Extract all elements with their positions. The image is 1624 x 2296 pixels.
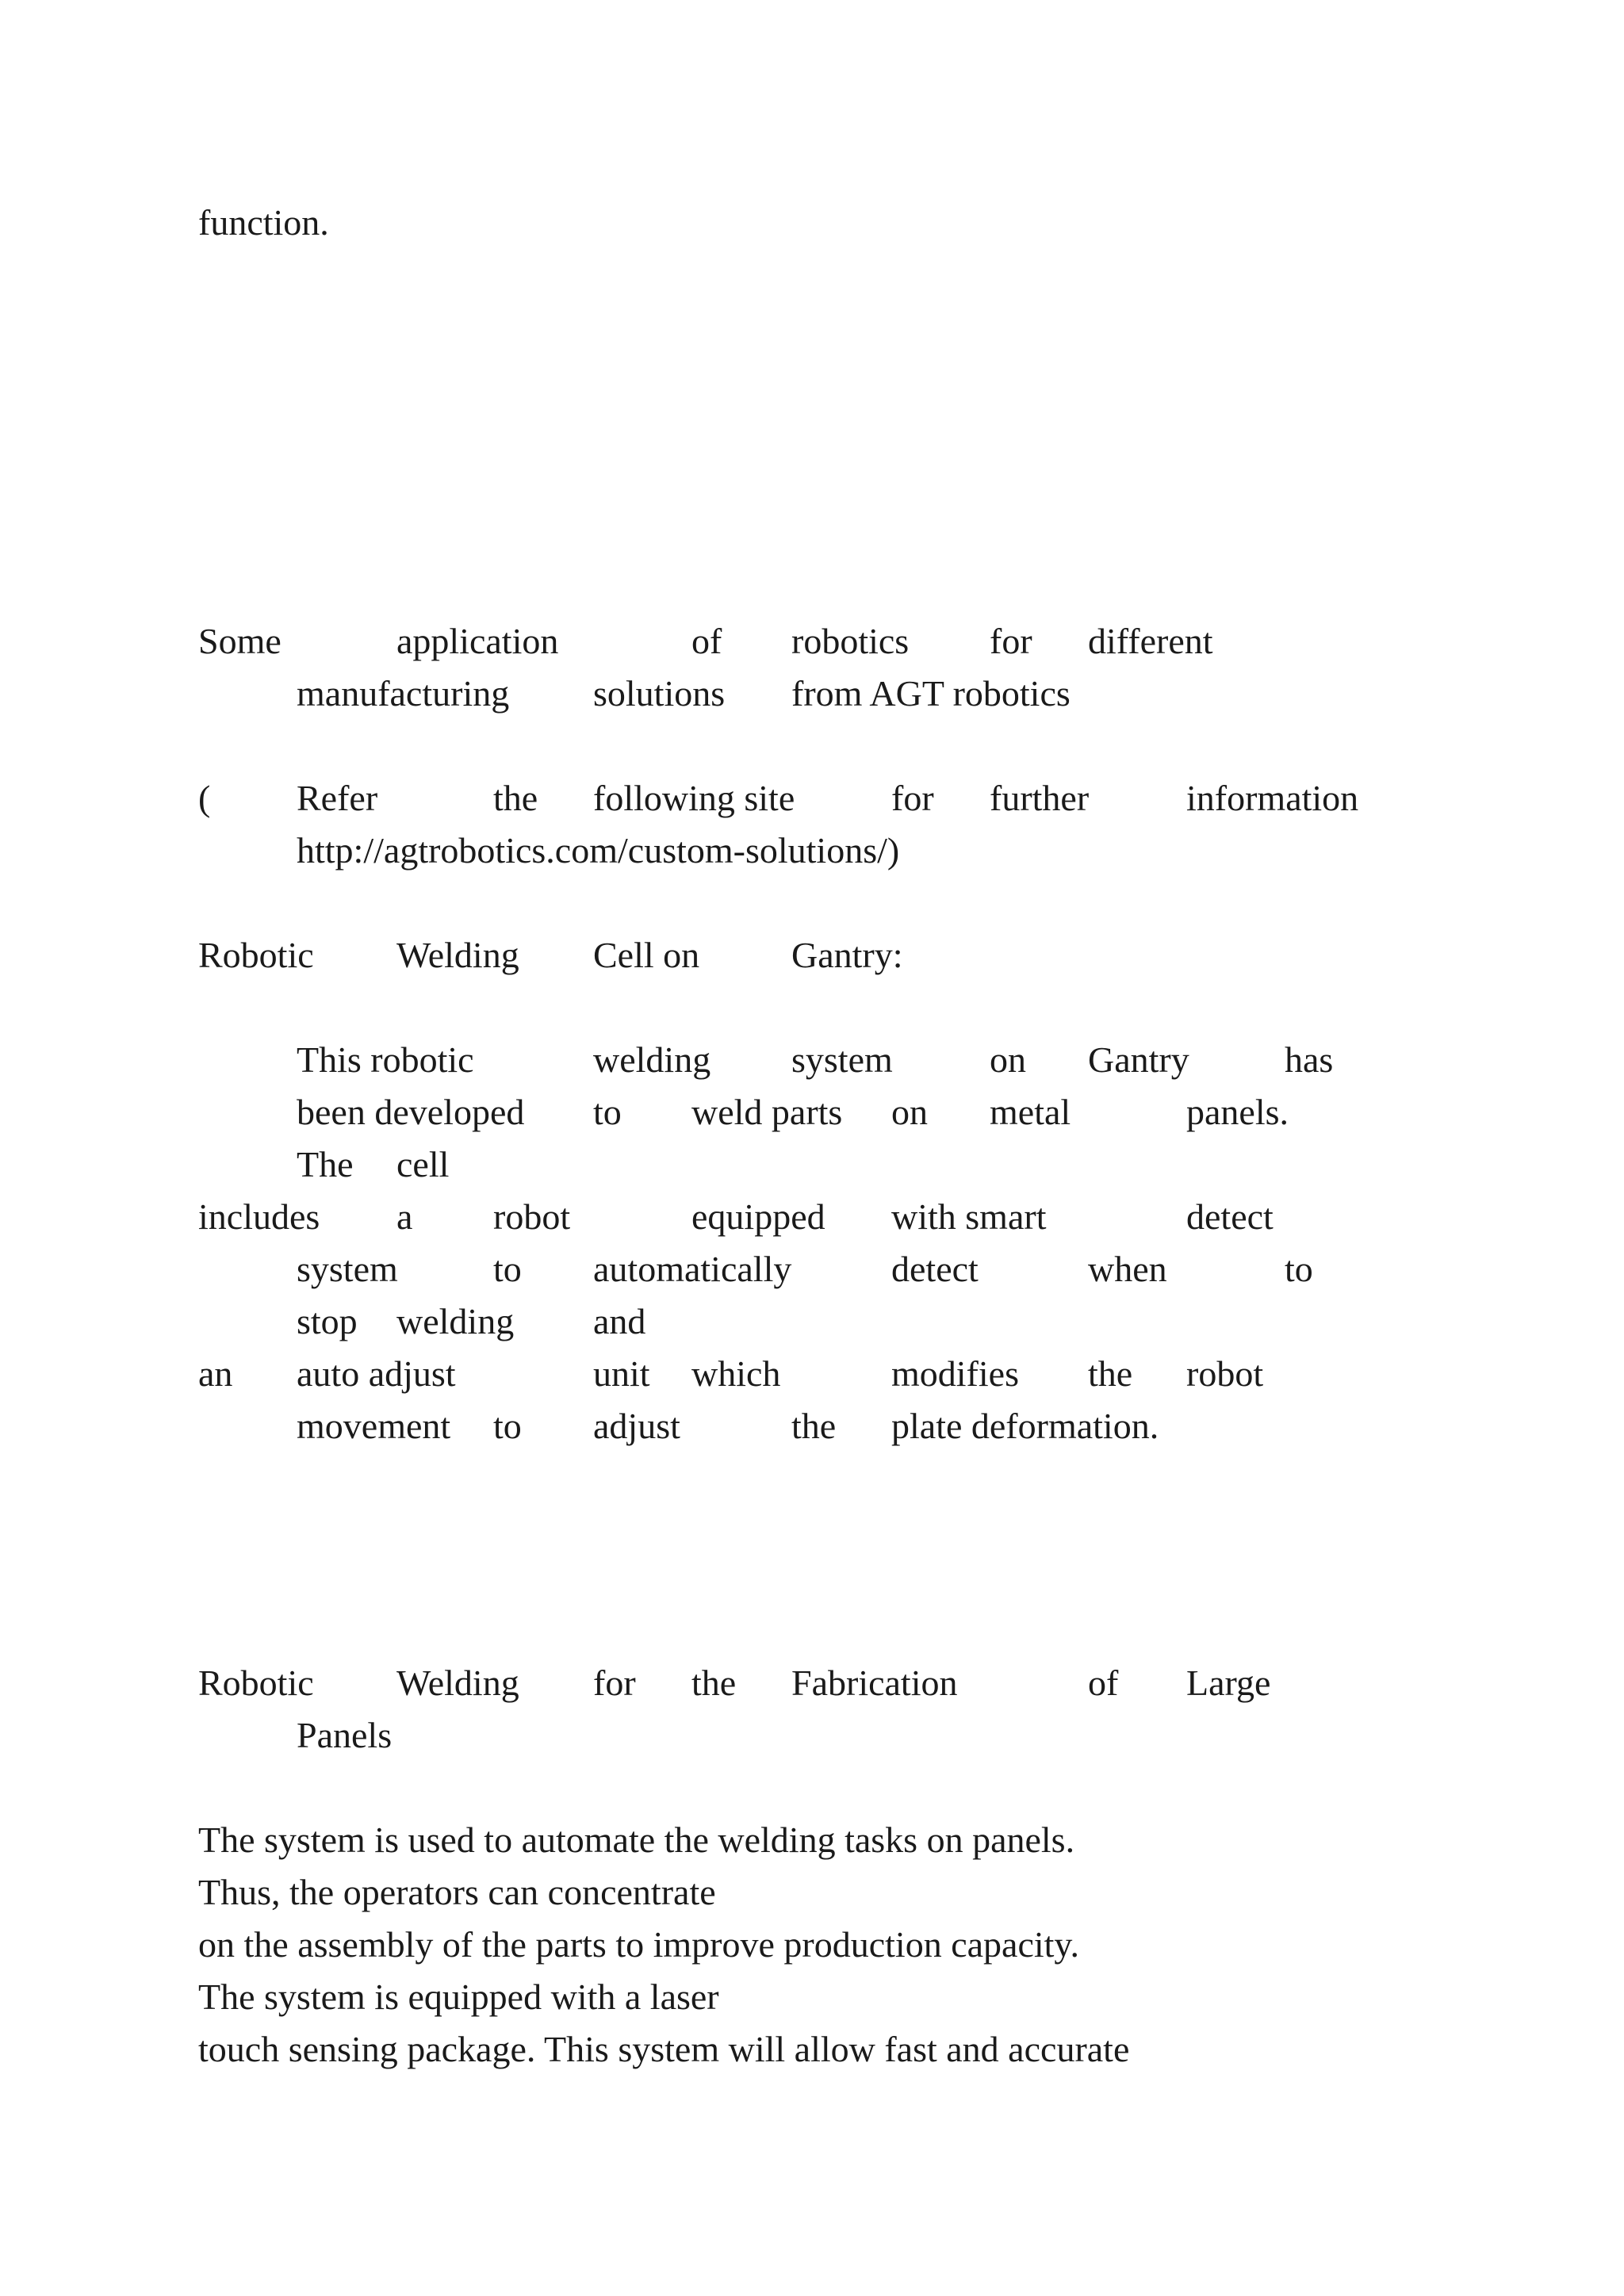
word: on <box>990 1039 1026 1080</box>
word: auto adjust <box>297 1353 456 1394</box>
word: to <box>493 1406 522 1446</box>
word: automatically <box>593 1249 792 1289</box>
word: Large <box>1186 1663 1271 1703</box>
word: detect <box>891 1249 979 1289</box>
word: robot <box>493 1196 571 1237</box>
word: when <box>1088 1249 1167 1289</box>
text-line <box>0 772 1624 825</box>
word: which <box>691 1353 781 1394</box>
word: to <box>493 1249 522 1289</box>
word: the <box>1088 1353 1133 1394</box>
word: panels. <box>1186 1092 1289 1132</box>
word: further <box>990 778 1090 818</box>
word: and <box>593 1301 646 1341</box>
word: following site <box>593 778 795 818</box>
word: welding <box>396 1301 515 1341</box>
word: of <box>691 621 722 661</box>
word: includes <box>198 1196 320 1237</box>
word: an <box>198 1353 233 1394</box>
word: robotics <box>791 621 910 661</box>
word: for <box>593 1663 636 1703</box>
word: to <box>1285 1249 1313 1289</box>
url-text: http://agtrobotics.com/custom-solutions/) <box>297 830 900 871</box>
word: Robotic <box>198 1663 314 1703</box>
word: the <box>791 1406 837 1446</box>
word: to <box>593 1092 622 1132</box>
word: on <box>891 1092 928 1132</box>
section-heading <box>0 929 1624 982</box>
word: Gantry <box>1088 1039 1189 1080</box>
word: for <box>891 778 934 818</box>
text-line <box>0 615 1624 668</box>
word: equipped <box>691 1196 825 1237</box>
text-line <box>0 1295 1624 1348</box>
word: different <box>1088 621 1213 661</box>
word: plate deformation. <box>891 1406 1159 1446</box>
word: robot <box>1186 1353 1264 1394</box>
text-line <box>0 825 1624 877</box>
word: for <box>990 621 1032 661</box>
word: ( <box>198 778 211 818</box>
word: application <box>396 621 559 661</box>
word: from AGT robotics <box>791 673 1071 714</box>
text-line <box>0 1138 1624 1191</box>
word: function. <box>198 202 329 243</box>
word: Fabrication <box>791 1663 958 1703</box>
word: of <box>1088 1663 1119 1703</box>
word: weld parts <box>691 1092 843 1132</box>
paragraph-line: on the assembly of the parts to improve production capacity. <box>198 1924 1079 1965</box>
text-line <box>0 668 1624 720</box>
word: has <box>1285 1039 1334 1080</box>
word: system <box>791 1039 893 1080</box>
paragraph-line: Thus, the operators can concentrate <box>198 1872 716 1912</box>
section-heading <box>0 1657 1624 1709</box>
word: metal <box>990 1092 1071 1132</box>
word: Cell on <box>593 935 700 975</box>
word: the <box>493 778 538 818</box>
text-line <box>0 1086 1624 1138</box>
word: This robotic <box>297 1039 474 1080</box>
word: unit <box>593 1353 650 1394</box>
word: modifies <box>891 1353 1019 1394</box>
word: a <box>396 1196 413 1237</box>
word: the <box>691 1663 737 1703</box>
word: information <box>1186 778 1359 818</box>
word: with smart <box>891 1196 1047 1237</box>
word: Some <box>198 621 282 661</box>
word: Panels <box>297 1715 393 1755</box>
word: Gantry: <box>791 935 903 975</box>
word: welding <box>593 1039 711 1080</box>
word: movement <box>297 1406 451 1446</box>
text-line <box>0 1034 1624 1086</box>
word: detect <box>1186 1196 1274 1237</box>
word: stop <box>297 1301 358 1341</box>
text-line <box>0 1348 1624 1400</box>
word: adjust <box>593 1406 680 1446</box>
text-line <box>0 197 1624 249</box>
word: been developed <box>297 1092 525 1132</box>
text-line <box>0 1709 1624 1762</box>
word: Welding <box>396 1663 519 1703</box>
word: solutions <box>593 673 726 714</box>
text-line <box>0 1243 1624 1295</box>
text-line <box>0 1191 1624 1243</box>
word: cell <box>396 1144 450 1184</box>
word: Welding <box>396 935 519 975</box>
paragraph-line: The system is used to automate the welding tasks on panels. <box>198 1820 1075 1860</box>
word: Robotic <box>198 935 314 975</box>
word: manufacturing <box>297 673 510 714</box>
word: Refer <box>297 778 378 818</box>
text-line <box>0 1400 1624 1452</box>
word: The <box>297 1144 354 1184</box>
word: system <box>297 1249 398 1289</box>
paragraph-line: The system is equipped with a laser <box>198 1976 719 2017</box>
paragraph-line: touch sensing package. This system will allow fast and accurate <box>198 2029 1130 2069</box>
